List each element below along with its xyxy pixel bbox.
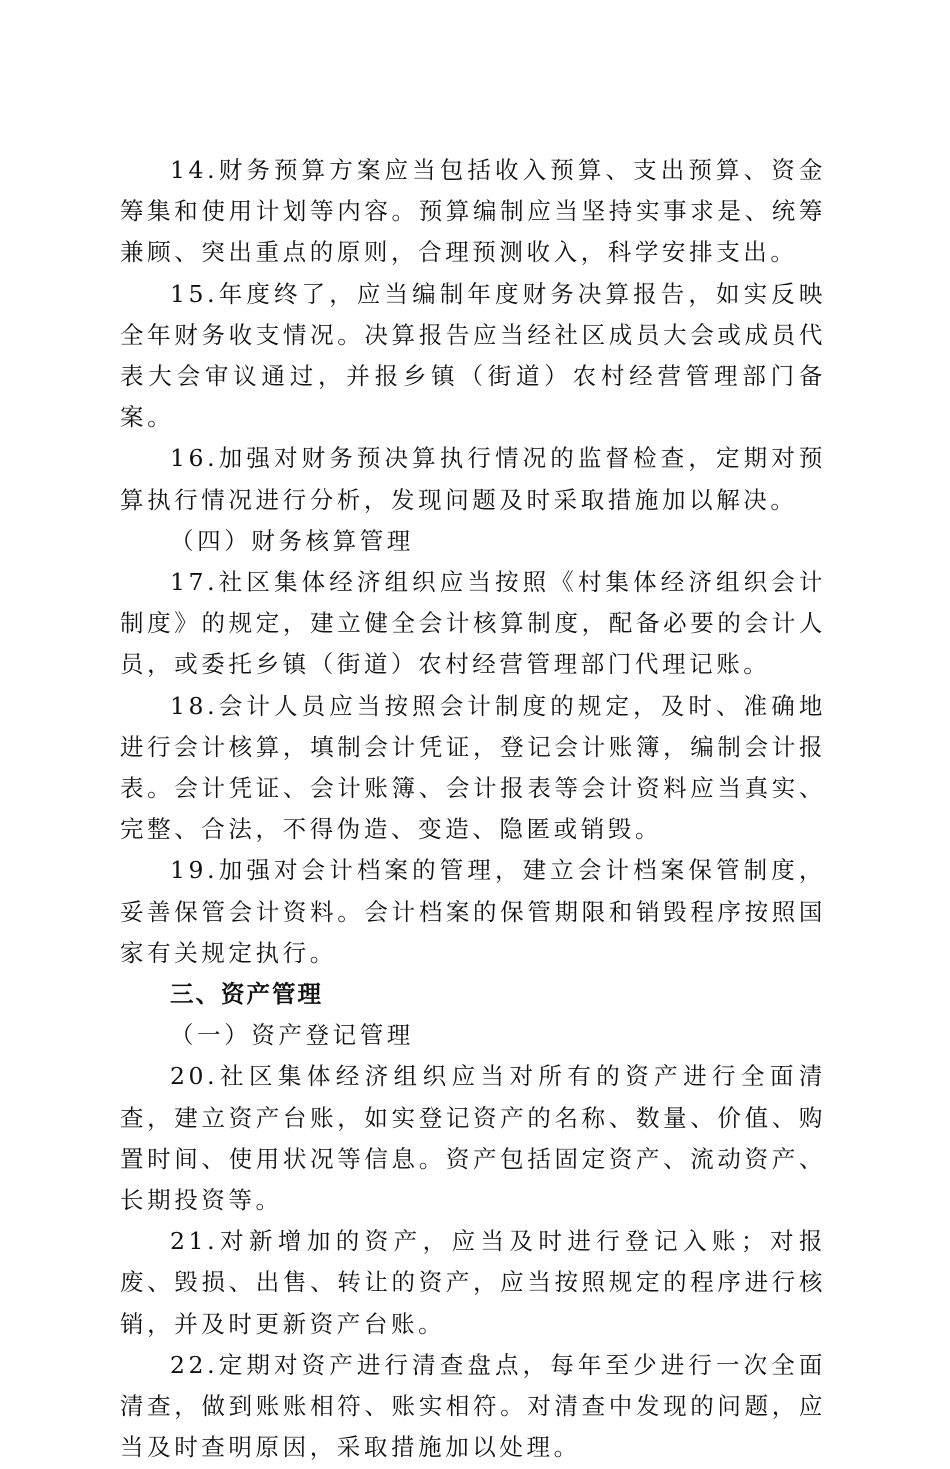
section-heading-asset-management: 三、资产管理 bbox=[170, 980, 323, 1009]
paragraph-15: 15.年度终了，应当编制年度财务决算报告，如实反映全年财务收支情况。决算报告应当经社区成员大会或成员代表大会审议通过，并报乡镇（街道）农村经营管理部门备案。 bbox=[120, 279, 826, 432]
paragraph-14: 14.财务预算方案应当包括收入预算、支出预算、资金筹集和使用计划等内容。预算编制应当坚持实事求是、统筹兼顾、突出重点的原则，合理预测收入，科学安排支出。 bbox=[120, 156, 826, 267]
subheading-asset-registration: （一）资产登记管理 bbox=[170, 1021, 414, 1050]
paragraph-19: 19.加强对会计档案的管理，建立会计档案保管制度，妥善保管会计资料。会计档案的保管期限和销毁程序按照国家有关规定执行。 bbox=[120, 856, 826, 967]
paragraph-16: 16.加强对财务预决算执行情况的监督检查，定期对预算执行情况进行分析，发现问题及时采取措施加以解决。 bbox=[120, 444, 826, 514]
paragraph-17: 17.社区集体经济组织应当按照《村集体经济组织会计制度》的规定，建立健全会计核算制度，配备必要的会计人员，或委托乡镇（街道）农村经营管理部门代理记账。 bbox=[120, 568, 826, 679]
paragraph-20: 20.社区集体经济组织应当对所有的资产进行全面清查，建立资产台账，如实登记资产的名称、数量、价值、购置时间、使用状况等信息。资产包括固定资产、流动资产、长期投资等。 bbox=[120, 1062, 826, 1215]
document-page bbox=[120, 150, 826, 1469]
paragraph-22: 22.定期对资产进行清查盘点，每年至少进行一次全面清查，做到账账相符、账实相符。对清查中发现的问题，应当及时查明原因，采取措施加以处理。 bbox=[120, 1350, 826, 1462]
paragraph-18: 18.会计人员应当按照会计制度的规定，及时、准确地进行会计核算，填制会计凭证，登记会计账簿，编制会计报表。会计凭证、会计账簿、会计报表等会计资料应当真实、完整、合法，不得伪造、变造、隐匿或销毁。 bbox=[120, 691, 826, 844]
subheading-finance-accounting: （四）财务核算管理 bbox=[170, 526, 414, 555]
paragraph-21: 21.对新增加的资产，应当及时进行登记入账；对报废、毁损、出售、转让的资产，应当按照规定的程序进行核销，并及时更新资产台账。 bbox=[120, 1227, 826, 1338]
